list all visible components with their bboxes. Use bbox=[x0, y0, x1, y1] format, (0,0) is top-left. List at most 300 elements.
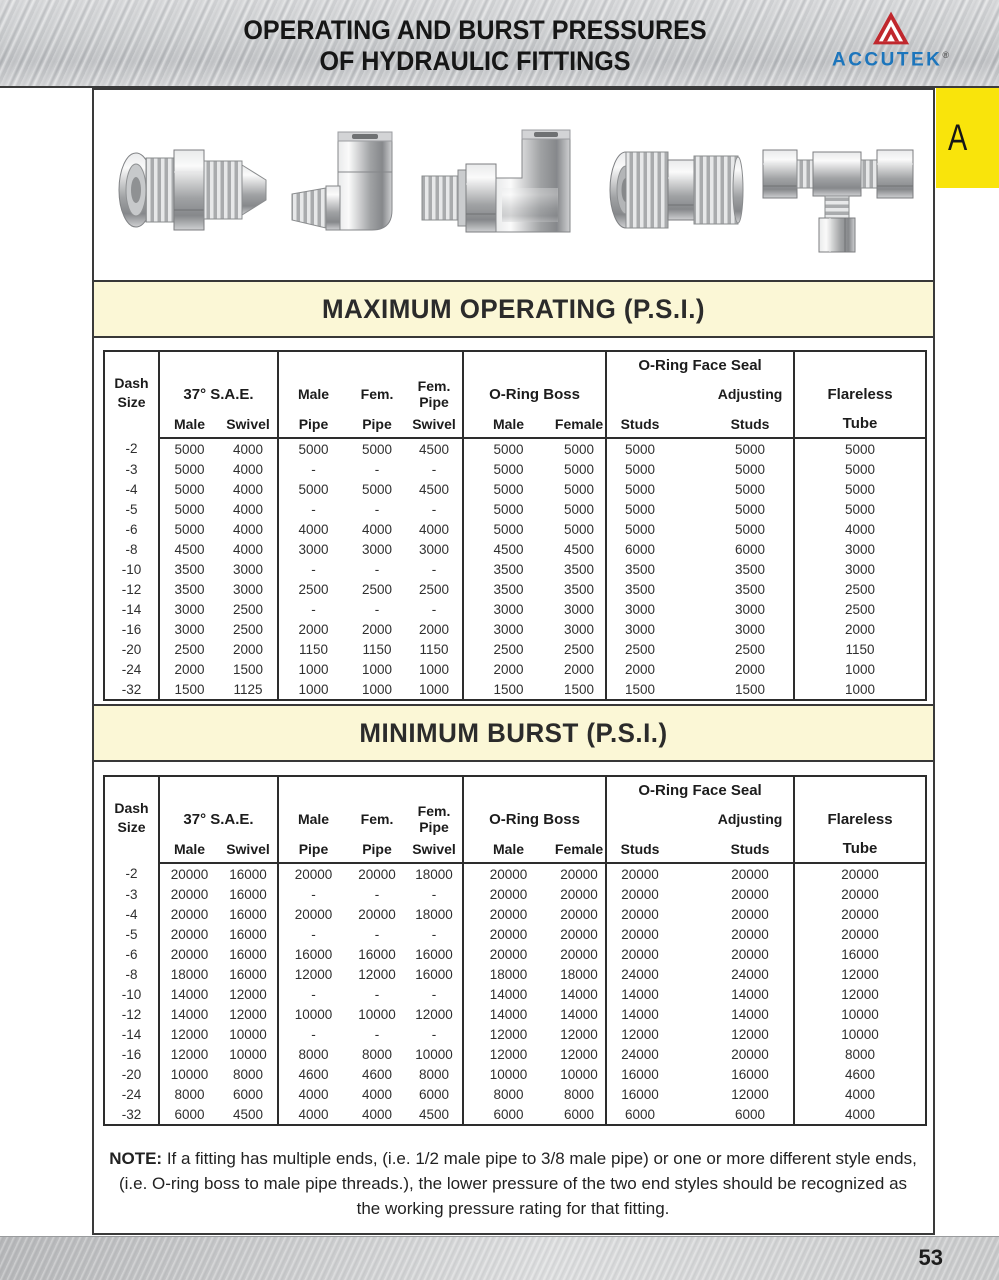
pressure-value-cell: 16000 bbox=[278, 944, 348, 964]
pressure-value-cell: 12000 bbox=[560, 1026, 598, 1042]
dash-size-cell: -10 bbox=[121, 561, 142, 577]
straight-thread-union-photo bbox=[605, 135, 747, 245]
col-header-adjusting-studs: Studs bbox=[673, 835, 794, 863]
dash-size-cell: -32 bbox=[121, 681, 142, 697]
col-header-boss-male: Male bbox=[463, 835, 553, 863]
pressure-value-cell: 16000 bbox=[731, 1066, 769, 1082]
pressure-value-cell: 3000 bbox=[735, 621, 766, 637]
footnote-label: NOTE: bbox=[109, 1149, 163, 1168]
pressure-value-cell: 4500 bbox=[418, 441, 450, 457]
col-header-fem-pipe-swivel: Fem. Pipe bbox=[417, 378, 451, 410]
pressure-value-cell: 20000 bbox=[358, 866, 396, 882]
pressure-value-cell: 3500 bbox=[735, 581, 766, 597]
pressure-value-cell: 2500 bbox=[794, 579, 926, 599]
pressure-value-cell: - bbox=[278, 1024, 348, 1044]
pressure-value-cell: 1000 bbox=[278, 679, 348, 700]
pressure-value-cell: 1500 bbox=[735, 681, 766, 697]
pressure-value-cell: 8000 bbox=[361, 1046, 393, 1062]
pressure-value-cell: 4000 bbox=[278, 1084, 348, 1104]
dash-size-cell: -12 bbox=[121, 581, 142, 597]
pressure-value-cell: - bbox=[278, 924, 348, 944]
pressure-value-cell: - bbox=[374, 601, 380, 617]
col-header-studs: Studs bbox=[606, 410, 673, 438]
min-burst-table bbox=[103, 775, 927, 1126]
pressure-value-cell: - bbox=[431, 561, 437, 577]
pressure-value-cell: - bbox=[374, 561, 380, 577]
table-row bbox=[104, 599, 926, 619]
fittings-photo-row bbox=[98, 100, 929, 280]
pressure-value-cell: 5000 bbox=[606, 438, 673, 459]
pressure-value-cell: 8000 bbox=[418, 1066, 450, 1082]
pressure-value-cell: 18000 bbox=[560, 966, 598, 982]
dash-size-cell: -6 bbox=[125, 946, 138, 962]
pressure-value-cell: 5000 bbox=[794, 459, 926, 479]
pressure-value-cell: 24000 bbox=[606, 1044, 673, 1064]
table-row bbox=[104, 884, 926, 904]
pressure-value-cell: 2500 bbox=[278, 579, 348, 599]
pressure-value-cell: 3500 bbox=[463, 559, 553, 579]
pressure-value-cell: 4000 bbox=[278, 1104, 348, 1125]
pressure-value-cell: 5000 bbox=[159, 519, 219, 539]
pressure-value-cell: 12000 bbox=[229, 986, 267, 1002]
pressure-value-cell: 8000 bbox=[794, 1044, 926, 1064]
table-row bbox=[104, 619, 926, 639]
col-header-sae-male: Male bbox=[159, 410, 219, 438]
table-row bbox=[104, 479, 926, 499]
max-operating-table bbox=[103, 350, 927, 701]
pressure-value-cell: 6000 bbox=[606, 1104, 673, 1125]
pressure-value-cell: 20000 bbox=[159, 944, 219, 964]
pressure-value-cell: 5000 bbox=[361, 441, 393, 457]
pressure-value-cell: 5000 bbox=[564, 441, 595, 457]
pressure-value-cell: 20000 bbox=[463, 924, 553, 944]
pressure-value-cell: 4000 bbox=[232, 541, 264, 557]
col-group-oring-face-seal: O-Ring Face Seal bbox=[606, 776, 794, 803]
pressure-value-cell: 10000 bbox=[229, 1046, 267, 1062]
table-row bbox=[104, 579, 926, 599]
pressure-value-cell: 5000 bbox=[606, 479, 673, 499]
pressure-value-cell: 2000 bbox=[794, 619, 926, 639]
pressure-value-cell: 3000 bbox=[794, 539, 926, 559]
pressure-value-cell: 20000 bbox=[560, 886, 598, 902]
dash-size-cell: -16 bbox=[121, 621, 142, 637]
pressure-value-cell: 5000 bbox=[606, 519, 673, 539]
pressure-value-cell: 5000 bbox=[794, 479, 926, 499]
pressure-value-cell: - bbox=[431, 926, 437, 942]
col-group-sae: 37° S.A.E. bbox=[159, 803, 278, 835]
pressure-value-cell: 3500 bbox=[606, 559, 673, 579]
min-burst-banner bbox=[94, 704, 933, 762]
pressure-value-cell: 12000 bbox=[560, 1046, 598, 1062]
pressure-value-cell: 10000 bbox=[278, 1004, 348, 1024]
pressure-value-cell: 1500 bbox=[606, 679, 673, 700]
table-row bbox=[104, 924, 926, 944]
pressure-value-cell: 5000 bbox=[794, 438, 926, 459]
dash-size-cell: -2 bbox=[125, 866, 138, 881]
pressure-value-cell: - bbox=[431, 1026, 437, 1042]
swivel-nut-tee-photo bbox=[761, 124, 915, 256]
table-header: Dash Size O-Ring Face Seal 37° S.A.E. Male Fem. Fem. Pipe O-Ring Boss Adjusting Flareless Male Swivel Pipe Pipe Swivel Male Female Studs Studs Tube bbox=[104, 776, 926, 863]
dash-size-cell: -24 bbox=[121, 661, 142, 677]
section-tab-label: A bbox=[948, 117, 968, 158]
pressure-value-cell: 5000 bbox=[463, 459, 553, 479]
pressure-value-cell: 3000 bbox=[794, 559, 926, 579]
pressure-value-cell: 2500 bbox=[606, 639, 673, 659]
pressure-value-cell: 4500 bbox=[564, 541, 595, 557]
dash-size-cell: -12 bbox=[121, 1006, 142, 1022]
pressure-value-cell: 12000 bbox=[358, 966, 396, 982]
pressure-value-cell: 20000 bbox=[794, 924, 926, 944]
pressure-value-cell: 2500 bbox=[232, 601, 264, 617]
pressure-value-cell: 8000 bbox=[159, 1084, 219, 1104]
pressure-value-cell: 20000 bbox=[358, 906, 396, 922]
pressure-value-cell: 5000 bbox=[564, 461, 595, 477]
pressure-value-cell: 20000 bbox=[463, 863, 553, 884]
pressure-value-cell: 20000 bbox=[560, 906, 598, 922]
pressure-value-cell: 2000 bbox=[418, 621, 450, 637]
pressure-value-cell: 20000 bbox=[794, 904, 926, 924]
pressure-value-cell: - bbox=[431, 886, 437, 902]
table-row bbox=[104, 1064, 926, 1084]
col-header-adjusting: Adjusting bbox=[717, 386, 783, 402]
pressure-value-cell: 1000 bbox=[361, 681, 393, 697]
dash-size-cell: -10 bbox=[121, 986, 142, 1002]
header-band bbox=[0, 0, 999, 88]
pressure-value-cell: 20000 bbox=[606, 924, 673, 944]
pressure-value-cell: 12000 bbox=[794, 964, 926, 984]
pressure-value-cell: 3500 bbox=[159, 559, 219, 579]
straight-flare-union-photo bbox=[112, 130, 272, 250]
pressure-value-cell: 3000 bbox=[418, 541, 450, 557]
pressure-value-cell: 6000 bbox=[232, 1086, 264, 1102]
pressure-value-cell: 4000 bbox=[418, 521, 450, 537]
pressure-value-cell: 12000 bbox=[463, 1044, 553, 1064]
col-header-flareless-tube: Tube bbox=[794, 410, 926, 438]
max-operating-banner bbox=[94, 280, 933, 338]
col-header-adjusting: Adjusting bbox=[717, 811, 783, 827]
pressure-value-cell: 1500 bbox=[232, 661, 264, 677]
pressure-value-cell: 4000 bbox=[794, 519, 926, 539]
pressure-value-cell: 3000 bbox=[606, 619, 673, 639]
pressure-value-cell: 4600 bbox=[278, 1064, 348, 1084]
pressure-value-cell: 6000 bbox=[418, 1086, 450, 1102]
pressure-value-cell: 2000 bbox=[606, 659, 673, 679]
col-header-flareless: Flareless bbox=[794, 803, 926, 835]
table-row bbox=[104, 1024, 926, 1044]
pressure-value-cell: 5000 bbox=[463, 499, 553, 519]
pressure-value-cell: - bbox=[278, 499, 348, 519]
pressure-value-cell: 16000 bbox=[229, 886, 267, 902]
pressure-value-cell: 5000 bbox=[159, 479, 219, 499]
pressure-value-cell: 2000 bbox=[278, 619, 348, 639]
pressure-value-cell: 2000 bbox=[735, 661, 766, 677]
pressure-value-cell: 3000 bbox=[232, 561, 264, 577]
pressure-value-cell: 8000 bbox=[463, 1084, 553, 1104]
pressure-value-cell: 4500 bbox=[232, 1106, 264, 1122]
col-header-sae-swivel: Swivel bbox=[219, 835, 278, 863]
pressure-value-cell: - bbox=[374, 886, 380, 902]
table-row bbox=[104, 964, 926, 984]
pressure-value-cell: 4000 bbox=[361, 1086, 393, 1102]
table-row bbox=[104, 438, 926, 459]
pressure-value-cell: 20000 bbox=[731, 866, 769, 882]
pressure-value-cell: 4500 bbox=[463, 539, 553, 559]
pressure-value-cell: 5000 bbox=[794, 499, 926, 519]
pressure-value-cell: 2500 bbox=[463, 639, 553, 659]
pressure-value-cell: 1150 bbox=[794, 639, 926, 659]
pressure-value-cell: 1500 bbox=[564, 681, 595, 697]
pressure-value-cell: 1150 bbox=[278, 639, 348, 659]
table-header: Dash Size O-Ring Face Seal 37° S.A.E. Male Fem. Fem. Pipe O-Ring Boss Adjusting Flareless Male Swivel Pipe Pipe Swivel Male Female Studs Studs Tube bbox=[104, 351, 926, 438]
pressure-value-cell: 5000 bbox=[606, 459, 673, 479]
pressure-value-cell: 16000 bbox=[229, 966, 267, 982]
pressure-value-cell: 20000 bbox=[159, 904, 219, 924]
pressure-value-cell: 20000 bbox=[606, 904, 673, 924]
pressure-value-cell: 12000 bbox=[415, 1006, 453, 1022]
pressure-value-cell: 24000 bbox=[606, 964, 673, 984]
pressure-value-cell: 14000 bbox=[463, 984, 553, 1004]
pressure-value-cell: 3000 bbox=[606, 599, 673, 619]
pressure-value-cell: 10000 bbox=[159, 1064, 219, 1084]
pressure-value-cell: 5000 bbox=[278, 479, 348, 499]
col-group-oring-boss: O-Ring Boss bbox=[463, 378, 606, 410]
table-row bbox=[104, 904, 926, 924]
pressure-value-cell: 20000 bbox=[794, 863, 926, 884]
col-header-fem-pipe: Fem. bbox=[360, 811, 394, 827]
page-title-line1: OPERATING AND BURST PRESSURES bbox=[243, 15, 707, 45]
pressure-value-cell: 6000 bbox=[159, 1104, 219, 1125]
dash-size-cell: -2 bbox=[125, 441, 138, 456]
col-header-adjusting-studs: Studs bbox=[673, 410, 794, 438]
pressure-value-cell: 8000 bbox=[232, 1066, 264, 1082]
col-header-boss-female: Female bbox=[553, 410, 606, 438]
dash-size-cell: -14 bbox=[121, 1026, 142, 1042]
pressure-value-cell: 8000 bbox=[278, 1044, 348, 1064]
pressure-value-cell: 5000 bbox=[735, 501, 766, 517]
pressure-value-cell: 1500 bbox=[159, 679, 219, 700]
pressure-value-cell: 5000 bbox=[159, 499, 219, 519]
pressure-value-cell: 5000 bbox=[278, 438, 348, 459]
dash-size-cell: -16 bbox=[121, 1046, 142, 1062]
min-burst-body bbox=[104, 863, 926, 1125]
col-header-fem-pipe-swivel: Fem. Pipe bbox=[417, 803, 451, 835]
table-row bbox=[104, 539, 926, 559]
col-header-male-pipe: Male bbox=[278, 378, 348, 410]
pressure-value-cell: 1150 bbox=[419, 641, 449, 657]
pressure-value-cell: - bbox=[374, 501, 380, 517]
pressure-value-cell: 16000 bbox=[606, 1064, 673, 1084]
accutek-triangle-icon bbox=[872, 10, 910, 46]
min-burst-banner-label: MINIMUM BURST (P.S.I.) bbox=[359, 717, 668, 748]
pressure-value-cell: - bbox=[374, 461, 380, 477]
pressure-value-cell: 5000 bbox=[159, 438, 219, 459]
pressure-value-cell: 2500 bbox=[564, 641, 595, 657]
pressure-value-cell: 14000 bbox=[159, 984, 219, 1004]
pressure-value-cell: - bbox=[278, 559, 348, 579]
pressure-value-cell: 8000 bbox=[564, 1086, 595, 1102]
dash-size-cell: -5 bbox=[125, 926, 138, 942]
pressure-value-cell: 10000 bbox=[229, 1026, 267, 1042]
pressure-value-cell: 14000 bbox=[560, 986, 598, 1002]
pressure-value-cell: 3500 bbox=[564, 581, 595, 597]
pressure-value-cell: 18000 bbox=[159, 964, 219, 984]
page-title bbox=[0, 15, 950, 77]
pressure-value-cell: 4000 bbox=[232, 501, 264, 517]
footnote-text: If a fitting has multiple ends, (i.e. 1/2 male pipe to 3/8 male pipe) or one or more different style ends, (i.e. O-ring boss to male pipe threads.), the lower pressure of the two end styles should be recognized as the working pressure rating for that fitting. bbox=[118, 1149, 917, 1218]
pressure-value-cell: - bbox=[374, 926, 380, 942]
pressure-value-cell: 1000 bbox=[418, 661, 450, 677]
col-group-sae: 37° S.A.E. bbox=[159, 378, 278, 410]
dash-size-cell: -4 bbox=[125, 481, 138, 497]
pressure-value-cell: 4500 bbox=[418, 1106, 450, 1122]
pressure-value-cell: 20000 bbox=[463, 944, 553, 964]
dash-size-cell: -5 bbox=[125, 501, 138, 517]
pressure-value-cell: 14000 bbox=[731, 986, 769, 1002]
brand-name: ACCUTEK® bbox=[831, 49, 950, 71]
pressure-value-cell: 20000 bbox=[731, 946, 769, 962]
pressure-value-cell: 2500 bbox=[418, 581, 450, 597]
pressure-value-cell: 6000 bbox=[463, 1104, 553, 1125]
pressure-value-cell: 4000 bbox=[232, 481, 264, 497]
pressure-value-cell: 20000 bbox=[463, 904, 553, 924]
pressure-value-cell: 18000 bbox=[415, 906, 453, 922]
pressure-value-cell: 20000 bbox=[560, 926, 598, 942]
pressure-value-cell: 2500 bbox=[232, 621, 264, 637]
pressure-value-cell: 4000 bbox=[232, 441, 264, 457]
pressure-value-cell: 20000 bbox=[278, 904, 348, 924]
col-header-flareless-tube: Tube bbox=[794, 835, 926, 863]
pressure-value-cell: 12000 bbox=[159, 1024, 219, 1044]
max-operating-banner-label: MAXIMUM OPERATING (P.S.I.) bbox=[321, 293, 706, 324]
col-header-fem-pipe: Fem. bbox=[360, 386, 394, 402]
pressure-value-cell: 6000 bbox=[564, 1106, 595, 1122]
pressure-value-cell: 4000 bbox=[794, 1104, 926, 1125]
max-operating-body bbox=[104, 438, 926, 700]
pressure-value-cell: 16000 bbox=[794, 944, 926, 964]
pressure-value-cell: 4000 bbox=[278, 519, 348, 539]
pressure-value-cell: 5000 bbox=[735, 481, 766, 497]
pressure-value-cell: 5000 bbox=[564, 501, 595, 517]
pressure-value-cell: - bbox=[278, 599, 348, 619]
pressure-value-cell: 3000 bbox=[361, 541, 393, 557]
pressure-value-cell: 20000 bbox=[731, 1046, 769, 1062]
pressure-value-cell: 10000 bbox=[794, 1004, 926, 1024]
pressure-value-cell: 3500 bbox=[159, 579, 219, 599]
pressure-value-cell: 2000 bbox=[463, 659, 553, 679]
table-row bbox=[104, 984, 926, 1004]
pressure-value-cell: 16000 bbox=[358, 946, 396, 962]
pressure-value-cell: 2000 bbox=[361, 621, 393, 637]
pressure-value-cell: 1000 bbox=[794, 679, 926, 700]
pressure-value-cell: 5000 bbox=[159, 459, 219, 479]
pressure-value-cell: 6000 bbox=[735, 541, 766, 557]
pressure-value-cell: 10000 bbox=[560, 1066, 598, 1082]
pressure-value-cell: 12000 bbox=[229, 1006, 267, 1022]
table-row bbox=[104, 863, 926, 884]
pressure-value-cell: 3500 bbox=[564, 561, 595, 577]
o-ring-boss-elbow-photo bbox=[418, 126, 590, 254]
table-row bbox=[104, 1044, 926, 1064]
pressure-value-cell: 2000 bbox=[159, 659, 219, 679]
pressure-value-cell: - bbox=[431, 986, 437, 1002]
pressure-value-cell: - bbox=[431, 501, 437, 517]
pressure-value-cell: 1000 bbox=[794, 659, 926, 679]
col-header-dash-size: Dash Size bbox=[114, 800, 149, 835]
dash-size-cell: -24 bbox=[121, 1086, 142, 1102]
pressure-value-cell: 6000 bbox=[606, 539, 673, 559]
pressure-value-cell: 20000 bbox=[731, 926, 769, 942]
pressure-value-cell: 5000 bbox=[735, 461, 766, 477]
col-header-boss-male: Male bbox=[463, 410, 553, 438]
pressure-value-cell: 3000 bbox=[159, 599, 219, 619]
footnote bbox=[108, 1146, 918, 1221]
pressure-value-cell: 16000 bbox=[229, 866, 267, 882]
pressure-value-cell: 20000 bbox=[278, 863, 348, 884]
pressure-value-cell: 4000 bbox=[232, 521, 264, 537]
pressure-value-cell: 4000 bbox=[361, 521, 393, 537]
pressure-value-cell: 12000 bbox=[278, 964, 348, 984]
pressure-value-cell: 16000 bbox=[229, 946, 267, 962]
pressure-value-cell: 6000 bbox=[735, 1106, 766, 1122]
table-row bbox=[104, 1084, 926, 1104]
pressure-value-cell: 10000 bbox=[463, 1064, 553, 1084]
pressure-value-cell: 2500 bbox=[794, 599, 926, 619]
pressure-value-cell: 3500 bbox=[735, 561, 766, 577]
registered-mark: ® bbox=[942, 50, 950, 60]
pressure-value-cell: 5000 bbox=[361, 481, 393, 497]
pressure-value-cell: 20000 bbox=[794, 884, 926, 904]
pressure-value-cell: 20000 bbox=[606, 884, 673, 904]
pressure-value-cell: 3000 bbox=[232, 581, 264, 597]
pressure-value-cell: 5000 bbox=[564, 521, 595, 537]
male-pipe-elbow-photo bbox=[286, 126, 404, 254]
pressure-value-cell: 3500 bbox=[606, 579, 673, 599]
pressure-value-cell: 24000 bbox=[731, 966, 769, 982]
pressure-value-cell: 16000 bbox=[229, 926, 267, 942]
table-row bbox=[104, 639, 926, 659]
content-box bbox=[92, 88, 935, 1235]
pressure-value-cell: - bbox=[374, 986, 380, 1002]
page-title-line2: OF HYDRAULIC FITTINGS bbox=[319, 46, 631, 76]
pressure-value-cell: 5000 bbox=[463, 519, 553, 539]
footer-band bbox=[0, 1236, 999, 1280]
dash-size-cell: -8 bbox=[125, 966, 138, 982]
pressure-value-cell: 10000 bbox=[794, 1024, 926, 1044]
dash-size-cell: -3 bbox=[125, 461, 138, 477]
pressure-value-cell: 16000 bbox=[606, 1084, 673, 1104]
pressure-value-cell: 3000 bbox=[463, 599, 553, 619]
col-header-dash-size: Dash Size bbox=[114, 375, 149, 410]
pressure-value-cell: 5000 bbox=[735, 521, 766, 537]
dash-size-cell: -32 bbox=[121, 1106, 142, 1122]
table-row bbox=[104, 659, 926, 679]
pressure-value-cell: 2000 bbox=[232, 641, 264, 657]
pressure-value-cell: 12000 bbox=[731, 1026, 769, 1042]
pressure-value-cell: 14000 bbox=[560, 1006, 598, 1022]
pressure-value-cell: - bbox=[278, 984, 348, 1004]
pressure-value-cell: 5000 bbox=[735, 441, 766, 457]
dash-size-cell: -6 bbox=[125, 521, 138, 537]
pressure-value-cell: 20000 bbox=[463, 884, 553, 904]
pressure-value-cell: 12000 bbox=[794, 984, 926, 1004]
pressure-value-cell: 20000 bbox=[606, 863, 673, 884]
pressure-value-cell: 3000 bbox=[159, 619, 219, 639]
pressure-value-cell: - bbox=[431, 601, 437, 617]
dash-size-cell: -14 bbox=[121, 601, 142, 617]
pressure-value-cell: 4600 bbox=[361, 1066, 393, 1082]
dash-size-cell: -3 bbox=[125, 886, 138, 902]
table-row bbox=[104, 519, 926, 539]
